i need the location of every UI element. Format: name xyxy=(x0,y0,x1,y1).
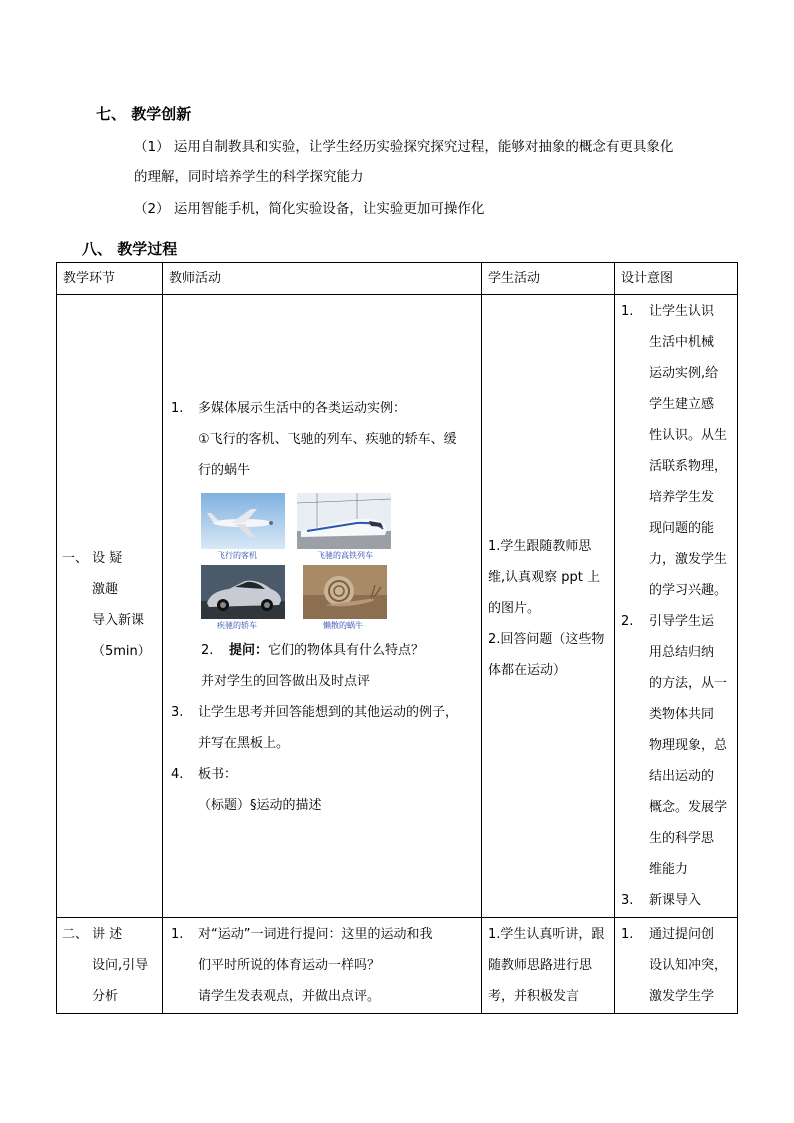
row1-design-b6: 结出运动的 xyxy=(649,769,715,784)
row1-teacher-line7: 并写在黑板上。 xyxy=(198,736,290,751)
row1-design-num1: 1. xyxy=(621,304,634,319)
row1-design-b8: 生的科学思 xyxy=(649,831,715,846)
table-header-row xyxy=(57,263,738,295)
row1-design-b1: 引导学生运 xyxy=(649,614,715,629)
car-illustration xyxy=(201,565,285,619)
row1-design-num3: 3. xyxy=(621,893,634,908)
row1-design-a1: 让学生认识 xyxy=(649,304,715,319)
row2-student-line1: 1.学生认真听讲，跟 xyxy=(488,927,605,942)
row1-teacher-line9: （标题）§运动的描述 xyxy=(198,798,322,813)
row2-stage-cell xyxy=(57,918,163,1014)
question-text: 它们的物体具有什么特点？ xyxy=(268,643,425,658)
row1-design-a8: 现问题的能 xyxy=(649,521,715,536)
row2-student-line3: 考，并积极发言 xyxy=(488,989,580,1004)
section7-item2: （2） 运用智能手机，简化实验设备，让实验更加可操作化 xyxy=(134,201,485,217)
row1-design-a7: 培养学生发 xyxy=(649,490,715,505)
row1-teacher-line5: 并对学生的回答做出及时点评 xyxy=(201,674,371,689)
row1-design-b9: 维能力 xyxy=(649,862,689,877)
row2-design-num1: 1. xyxy=(621,927,634,942)
row1-design-num2: 2. xyxy=(621,614,634,629)
row1-teacher-num2: 2. xyxy=(201,643,214,658)
snail-image xyxy=(303,565,387,619)
row1-student-line5: 体都在运动） xyxy=(488,663,567,678)
row2-stage-line3: 分析 xyxy=(92,989,119,1004)
row1-teacher-num3: 3. xyxy=(171,705,184,720)
snail-illustration xyxy=(303,565,387,619)
row1-teacher-line8: 板书： xyxy=(198,767,238,782)
row1-design-a4: 学生建立感 xyxy=(649,397,715,412)
car-image xyxy=(201,565,285,619)
row1-design-a10: 的学习兴趣。 xyxy=(649,583,728,598)
row1-student-line2: 维,认真观察 ppt 上 xyxy=(488,570,600,585)
row1-design-b5: 物理现象，总 xyxy=(649,738,728,753)
row2-teacher-line3: 请学生发表观点，并做出点评。 xyxy=(198,989,381,1004)
row1-design-cell xyxy=(615,295,738,918)
row1-stage-line1: 一、 设 疑 xyxy=(62,551,123,566)
row2-teacher-line1: 对“运动”一词进行提问：这里的运动和我 xyxy=(198,927,433,942)
row2-teacher-num1: 1. xyxy=(171,927,184,942)
row2-teacher-line2: 们平时所说的体育运动一样吗？ xyxy=(198,958,381,973)
row2-stage-line1: 二、 讲 述 xyxy=(62,927,123,942)
row1-design-c1: 新课导入 xyxy=(649,893,702,908)
section7-item1-line2: 的理解，同时培养学生的科学探究能力 xyxy=(134,169,364,185)
row1-design-a9: 力，激发学生 xyxy=(649,552,728,567)
section7-title: 七、 教学创新 xyxy=(96,105,192,123)
row1-teacher-num4: 4. xyxy=(171,767,184,782)
row1-student-line1: 1.学生跟随教师思 xyxy=(488,539,592,554)
row2-teacher-cell xyxy=(163,918,482,1014)
row2-design-a3: 激发学生学 xyxy=(649,989,715,1004)
row1-design-b2: 用总结归纳 xyxy=(649,645,715,660)
section8-title: 八、 教学过程 xyxy=(82,240,178,258)
row1-teacher-num1: 1. xyxy=(171,401,184,416)
row1-design-b3: 的方法，从一 xyxy=(649,676,728,691)
row1-teacher-line2: ①飞行的客机、飞驰的列车、疾驰的轿车、缓 xyxy=(198,432,457,447)
question-label: 提问： xyxy=(229,643,269,658)
table-row xyxy=(57,295,738,918)
row1-student-line4: 2.回答问题（这些物 xyxy=(488,632,605,647)
row2-design-a2: 设认知冲突， xyxy=(649,958,728,973)
row1-design-b4: 类物体共同 xyxy=(649,707,715,722)
header-student: 学生活动 xyxy=(482,263,615,295)
caption-car: 疾驰的轿车 xyxy=(217,621,257,630)
teaching-process-table xyxy=(56,262,738,1014)
row1-teacher-line6: 让学生思考并回答能想到的其他运动的例子， xyxy=(198,705,459,720)
caption-plane: 飞行的客机 xyxy=(217,551,257,560)
header-design: 设计意图 xyxy=(615,263,738,295)
header-teacher: 教师活动 xyxy=(163,263,482,295)
row1-stage-cell xyxy=(57,295,163,918)
train-illustration xyxy=(297,493,391,549)
plane-illustration xyxy=(201,493,285,549)
row1-design-b7: 概念。发展学 xyxy=(649,800,728,815)
section7-item1-line1: （1） 运用自制教具和实验，让学生经历实验探究探究过程，能够对抽象的概念有更具象化 xyxy=(134,139,674,155)
caption-snail: 懒散的蜗牛 xyxy=(323,621,363,630)
row1-teacher-line4 xyxy=(229,635,424,666)
row1-design-a2: 生活中机械 xyxy=(649,335,715,350)
row1-teacher-line1: 多媒体展示生活中的各类运动实例： xyxy=(198,401,407,416)
train-image xyxy=(297,493,391,549)
row1-student-line3: 的图片。 xyxy=(488,601,541,616)
row2-stage-line2: 设问,引导 xyxy=(92,958,149,973)
row2-student-cell xyxy=(482,918,615,1014)
caption-train: 飞驰的高铁列车 xyxy=(317,551,373,560)
plane-image xyxy=(201,493,285,549)
row1-stage-line2: 激趣 xyxy=(92,582,119,597)
row2-design-cell xyxy=(615,918,738,1014)
row2-design-a1: 通过提问创 xyxy=(649,927,715,942)
row1-design-a6: 活联系物理， xyxy=(649,459,728,474)
row1-teacher-line3: 行的蜗牛 xyxy=(198,463,251,478)
row1-design-a3: 运动实例,给 xyxy=(649,366,719,381)
table-row xyxy=(57,918,738,1014)
row2-student-line2: 随教师思路进行思 xyxy=(488,958,593,973)
row1-teacher-cell xyxy=(163,295,482,918)
header-stage: 教学环节 xyxy=(57,263,163,295)
row1-student-cell xyxy=(482,295,615,918)
row1-design-a5: 性认识。从生 xyxy=(649,428,728,443)
row1-stage-line4: （5min） xyxy=(92,644,151,659)
row1-stage-line3: 导入新课 xyxy=(92,613,145,628)
